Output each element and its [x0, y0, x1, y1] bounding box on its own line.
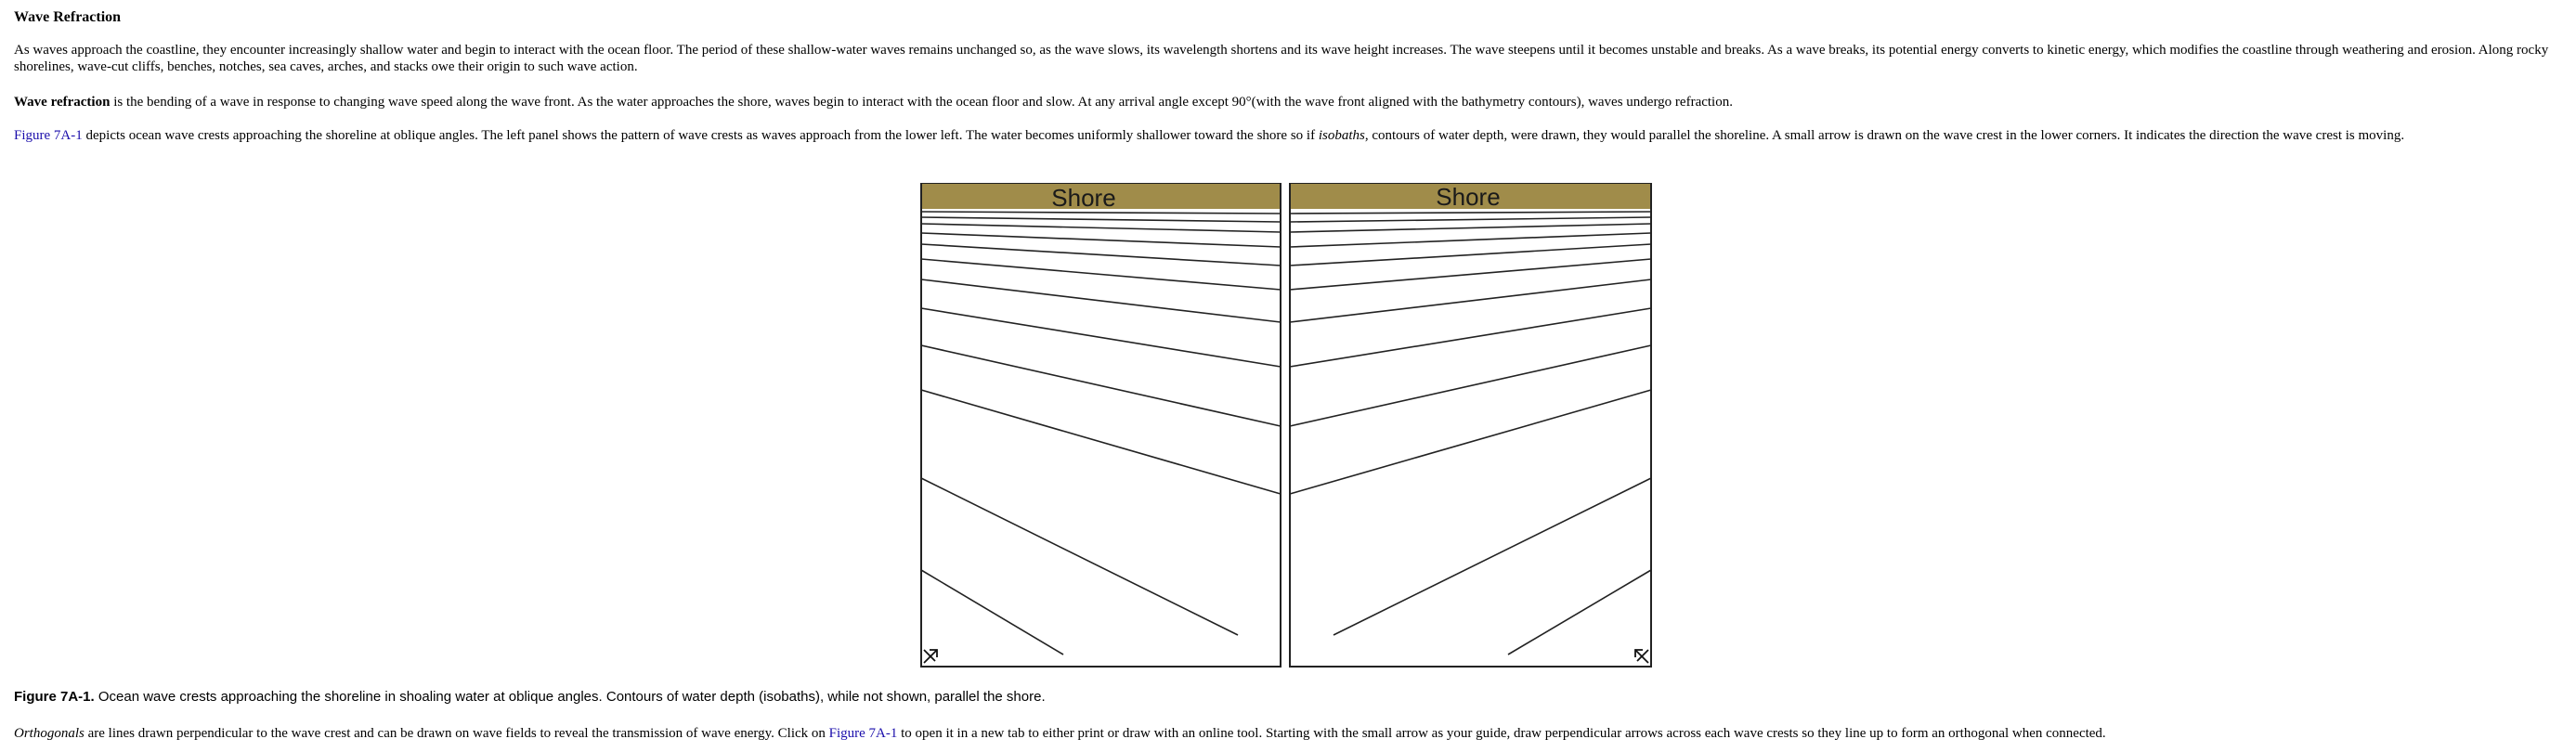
page-title: Wave Refraction — [14, 9, 122, 25]
figure-7a-1 — [920, 183, 1654, 668]
orthogonals-text-2: to open it in a new tab to either print or draw with an online tool. Starting with the small arrow as your guide, draw perpendicular arrows across each wave crests so they line up to form an orthogonal when connected. — [897, 726, 2106, 741]
left-panel — [921, 183, 1281, 667]
paragraph-definition — [14, 94, 2558, 110]
term-orthogonals: Orthogonals — [14, 726, 85, 741]
term-wave-refraction: Wave refraction — [14, 95, 111, 110]
paragraph-intro: As waves approach the coastline, they encounter increasingly shallow water and begin to interact with the ocean floor. The period of these shallow-water waves remains unchanged so, as the wave slows, its wavelength shortens and its wave height increases. The wave steepens until it becomes unstable and breaks. As a wave breaks, its potential energy converts to kinetic energy, which modifies the coastline through weathering and erosion. Along rocky shorelines, wave-cut cliffs, benches, notches, sea caves, arches, and stacks owe their origin to such wave action. — [14, 43, 2549, 74]
definition-text: is the bending of a wave in response to changing wave speed along the wave front. As the water approaches the shore, waves begin to interact with the ocean floor and slow. At any arrival angle except 90°(with the wave front aligned with the bathymetry contours), waves undergo refraction. — [110, 95, 1733, 110]
term-isobaths: isobaths — [1318, 128, 1365, 143]
orthogonals-text-1: are lines drawn perpendicular to the wave crest and can be drawn on wave fields to reveal the transmission of wave energy. Click on — [84, 726, 829, 741]
caption-label: Figure 7A-1. — [14, 689, 95, 705]
description-text-2: , contours of water depth, were drawn, they would parallel the shoreline. A small arrow is drawn on the wave crest in the lower corners. It indicates the direction the wave crest is moving. — [1364, 128, 2405, 143]
left-shore-label: Shore — [1051, 184, 1116, 212]
figure-link[interactable]: Figure 7A-1 — [14, 128, 83, 143]
figure-caption — [14, 689, 2558, 706]
paragraph-orthogonals — [14, 725, 2558, 742]
paragraph-figure-description — [14, 127, 2558, 144]
description-text-1: depicts ocean wave crests approaching the shoreline at oblique angles. The left panel shows the pattern of wave crests as waves approach from the lower left. The water becomes uniformly shallower toward the shore so if — [82, 128, 1319, 143]
right-panel — [1290, 183, 1651, 667]
caption-text: Ocean wave crests approaching the shoreline in shoaling water at oblique angles. Contours of water depth (isobaths), while not shown, parallel the shore. — [94, 689, 1046, 705]
figure-link-2[interactable]: Figure 7A-1 — [828, 726, 898, 741]
right-shore-label: Shore — [1436, 183, 1501, 211]
